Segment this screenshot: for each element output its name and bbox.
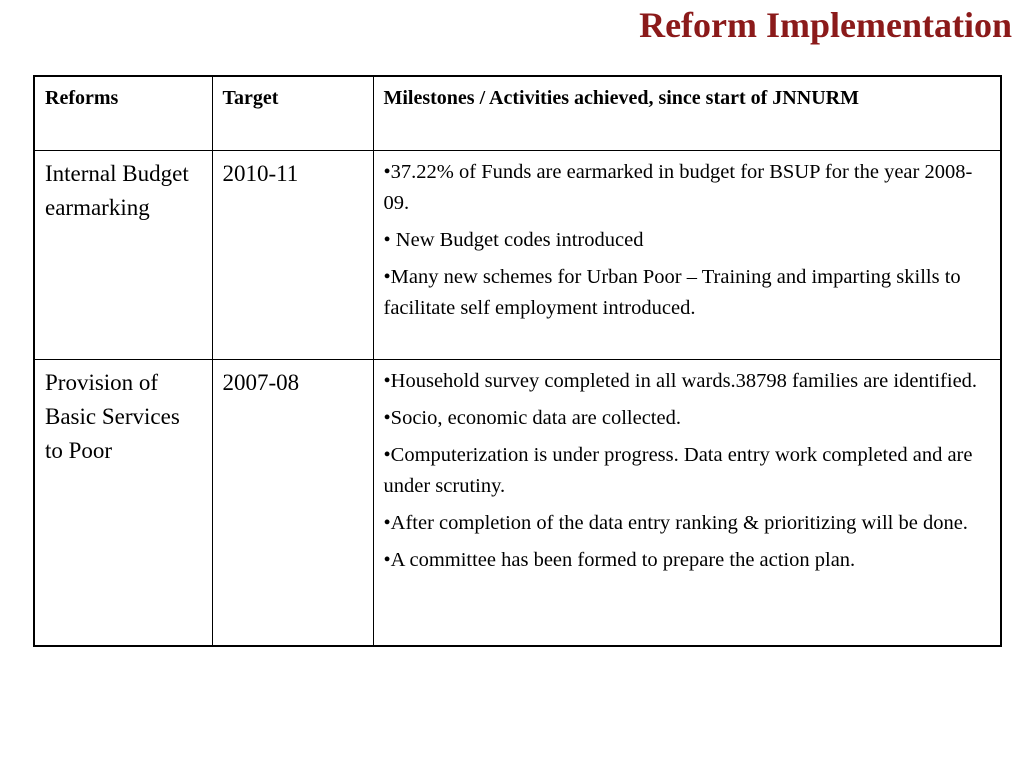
- table-header-row: [34, 76, 1001, 151]
- column-header-target: Target: [212, 76, 373, 151]
- milestone-item: • New Budget codes introduced: [383, 229, 644, 251]
- reform-cell: Internal Budget earmarking: [34, 151, 212, 360]
- page-title: Reform Implementation: [639, 5, 1012, 45]
- table-row: [34, 360, 1001, 647]
- table-row: [34, 151, 1001, 360]
- column-header-reforms: Reforms: [34, 76, 212, 151]
- milestone-item: •After completion of the data entry ranking & prioritizing will be done.: [383, 512, 968, 534]
- milestone-item: •Many new schemes for Urban Poor – Training and imparting skills to facilitate self employment introduced.: [383, 266, 961, 319]
- milestone-item: •37.22% of Funds are earmarked in budget for BSUP for the year 2008-09.: [383, 161, 973, 214]
- column-header-milestones: Milestones / Activities achieved, since start of JNNURM: [373, 76, 1001, 151]
- target-cell: 2007-08: [212, 360, 373, 647]
- milestone-item: •A committee has been formed to prepare the action plan.: [383, 549, 856, 571]
- reform-cell: Provision of Basic Services to Poor: [34, 360, 212, 647]
- reform-table: [33, 75, 1002, 647]
- milestones-cell: [373, 151, 1001, 360]
- target-cell: 2010-11: [212, 151, 373, 360]
- milestone-item: •Computerization is under progress. Data entry work completed and are under scrutiny.: [383, 444, 973, 497]
- milestones-cell: [373, 360, 1001, 647]
- milestone-item: •Household survey completed in all wards.38798 families are identified.: [383, 370, 978, 392]
- milestone-item: •Socio, economic data are collected.: [383, 407, 681, 429]
